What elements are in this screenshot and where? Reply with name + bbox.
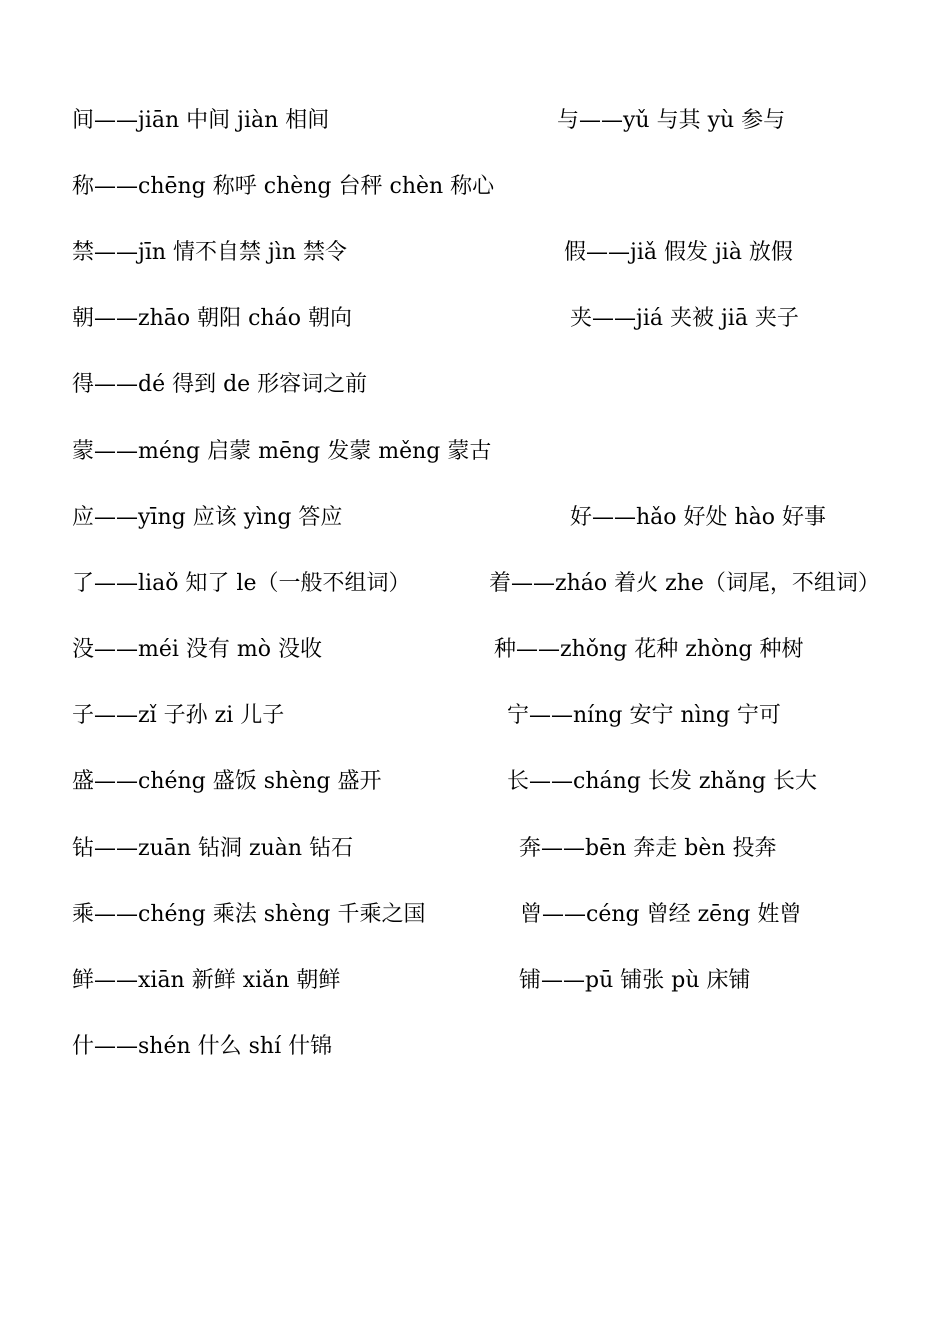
entry-right: 与——yǔ 与其 yù 参与 — [557, 108, 786, 133]
entry-right: 宁——níng 安宁 nìng 宁可 — [507, 703, 781, 728]
entry-line — [72, 834, 777, 864]
entry-left: 盛——chéng 盛饭 shèng 盛开 — [72, 769, 382, 794]
entry-right: 曾——céng 曾经 zēng 姓曾 — [520, 902, 802, 927]
entry-line — [72, 900, 802, 930]
entry-line — [72, 304, 799, 334]
entry-line — [72, 1032, 332, 1062]
entry-right: 夹——jiá 夹被 jiā 夹子 — [570, 306, 799, 331]
entry-line — [72, 437, 491, 467]
entry-left: 没——méi 没有 mò 没收 — [72, 637, 323, 662]
entry-line — [72, 635, 804, 665]
entry-line — [72, 370, 367, 400]
entry-right: 好——hǎo 好处 hào 好事 — [570, 505, 827, 530]
entry-line — [72, 966, 751, 996]
entry-left: 鲜——xiān 新鲜 xiǎn 朝鲜 — [72, 968, 341, 993]
entry-line — [72, 238, 793, 268]
entry-left: 禁——jīn 情不自禁 jìn 禁令 — [72, 240, 348, 265]
entry-left: 乘——chéng 乘法 shèng 千乘之国 — [72, 902, 426, 927]
entry-left: 称——chēng 称呼 chèng 台秤 chèn 称心 — [72, 174, 495, 199]
entry-left: 间——jiān 中间 jiàn 相间 — [72, 108, 330, 133]
entry-right: 铺——pū 铺张 pù 床铺 — [519, 968, 751, 993]
entry-left: 蒙——méng 启蒙 mēng 发蒙 měng 蒙古 — [72, 439, 492, 464]
entry-line — [72, 569, 880, 599]
entry-right: 种——zhǒng 花种 zhòng 种树 — [494, 637, 804, 662]
entry-left: 什——shén 什么 shí 什锦 — [72, 1034, 333, 1059]
entry-left: 得——dé 得到 de 形容词之前 — [72, 372, 368, 397]
entry-right: 奔——bēn 奔走 bèn 投奔 — [519, 836, 777, 861]
entry-left: 应——yīng 应该 yìng 答应 — [72, 505, 343, 530]
entry-left: 子——zǐ 子孙 zi 儿子 — [72, 703, 285, 728]
entry-line — [72, 701, 781, 731]
entry-left: 了——liaǒ 知了 le（一般不组词） — [72, 571, 411, 596]
entry-left: 钻——zuān 钻洞 zuàn 钻石 — [72, 836, 354, 861]
entry-line — [72, 767, 817, 797]
entry-left: 朝——zhāo 朝阳 cháo 朝向 — [72, 306, 352, 331]
entry-right: 长——cháng 长发 zhǎng 长大 — [507, 769, 817, 794]
entry-right: 假——jiǎ 假发 jià 放假 — [564, 240, 793, 265]
entry-line — [72, 172, 494, 202]
entry-right: 着——zháo 着火 zhe（词尾，不组词） — [489, 571, 880, 596]
entry-line — [72, 106, 786, 136]
entry-line — [72, 503, 827, 533]
